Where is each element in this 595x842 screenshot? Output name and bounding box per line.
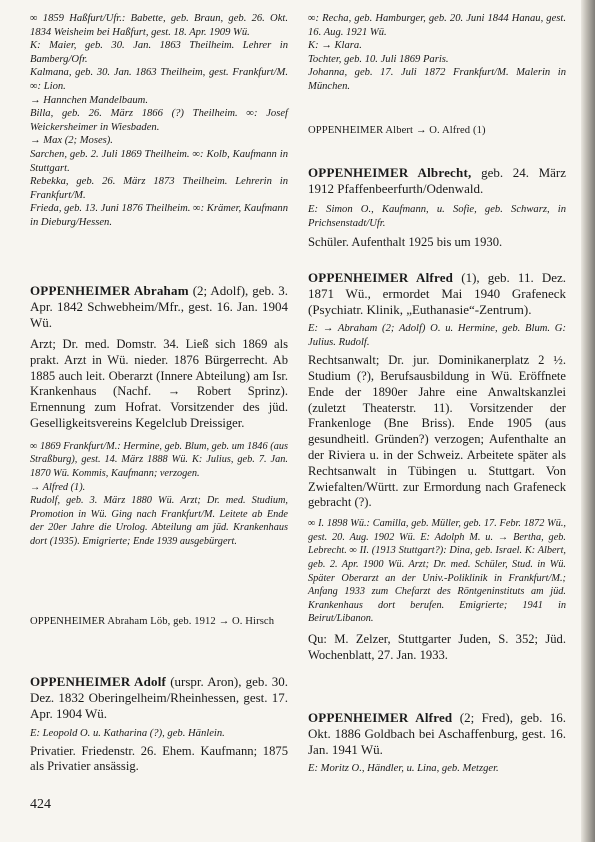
entry-family xyxy=(30,440,288,549)
entry-alfred-2 xyxy=(308,710,566,776)
entry-abraham xyxy=(30,283,288,549)
text-line: Sarchen, geb. 2. Juli 1869 Theilheim. ∞: Kolb, Kaufmann in Stuttgart. xyxy=(30,148,288,174)
entry-body: Schüler. Aufenthalt 1925 bis um 1930. xyxy=(308,235,503,250)
text-line: Tochter, geb. 10. Juli 1869 Paris. xyxy=(308,53,449,65)
entry-heading xyxy=(308,710,566,758)
text-line: ∞ 1869 Frankfurt/M.: Hermine, geb. Blum, geb. um 1846 (aus Straßburg), gest. 14. März 1888 Wü. K: Julius, geb. 7. Jan. 1870 Wü. Kommis, Kaufmann; verzogen. xyxy=(30,440,288,479)
text-line: Billa, geb. 26. März 1866 (?) Theilheim. ∞: Josef Weickersheimer in Wiesbaden. xyxy=(30,108,288,133)
entry-parents: E: Leopold O. u. Katharina (?), geb. Hänlein. xyxy=(30,728,225,739)
entry-parents: E: → Abraham (2; Adolf) O. u. Hermine, geb. Blum. G: Julius. Rudolf. xyxy=(308,323,566,348)
entry-heading-details: geb. 24. März 1912 Pfaffenbeerfurth/Odenwald. xyxy=(308,165,567,196)
text-line: ∞: Recha, geb. Hamburger, geb. 20. Juni 1844 Hanau, gest. 16. Aug. 1921 Wü. xyxy=(308,13,566,38)
entry-sources: Qu: M. Zelzer, Stuttgarter Juden, S. 352; Jüd. Wochenblatt, 27. Jan. 1933. xyxy=(308,631,566,662)
entry-heading-details: (2; Adolf), geb. 3. Apr. 1842 Schwebheim/Mfr., gest. 16. Jan. 1904 Wü. xyxy=(30,283,289,330)
entry-family: ∞ I. 1898 Wü.: Camilla, geb. Müller, geb. 17. Febr. 1872 Wü., gest. 20. Aug. 1902 Wü. E: Adolph M. u. → Bertha, geb. Lebrecht. ∞ II. (1913 Stuttgart?): Dina, geb. Israel. K: Albert, geb. 2. Apr. 1900 Wü. Arzt; Dr. med. Schüler, Stud. in Wü. Später Oberarzt an der Univ.-Poliklinik in Frankfurt/M.; Anfang 1933 zum Chefarzt des Röntgeninstituts am jüd. Krankenhaus dort berufen. Emigrierte; 1941 in Beirut/Libanon. xyxy=(308,518,566,625)
text-line: K: Maier, geb. 30. Jan. 1863 Theilheim. Lehrer in Bamberg/Ofr. xyxy=(30,40,288,65)
spouse-children-block-2 xyxy=(308,12,566,94)
spouse-children-block-1 xyxy=(30,12,288,230)
text-line: ∞ 1859 Haßfurt/Ufr.: Babette, geb. Braun, geb. 26. Okt. 1834 Weisheim bei Haßfurt, gest. 18. Apr. 1909 Wü. xyxy=(30,13,288,38)
text-line: → Alfred (1). xyxy=(30,481,86,493)
text-line: → Hannchen Mandelbaum. xyxy=(30,94,148,106)
entry-albrecht xyxy=(308,165,566,251)
entry-body: Rechtsanwalt; Dr. jur. Dominikanerplatz 2 ½. Studium (?), Berufsausbildung in Wü. Eröffnete Ende der 1890er Jahre eine Anwaltskanzlei (zuletzt Theaterstr. 11). Vorsitzender der Frankenloge (Bne Briss). Ende 1905 (aus gesundheitl. Gründen?) verzogen; Aufenthalte an der Riviera u. in der Schweiz. Arbeitete später als Rechtsanwalt in Tübingen u. Stuttgart. Von Zwiefalten/Württ. zur Ermordung nach Grafeneck gebracht (?). xyxy=(308,353,566,510)
text-line: Frieda, geb. 13. Juni 1876 Theilheim. ∞: Krämer, Kaufmann in Dieburg/Hessen. xyxy=(30,203,288,228)
entry-heading xyxy=(30,674,288,722)
text-line: Kalmana, geb. 30. Jan. 1863 Theilheim, gest. Frankfurt/M. ∞: Lion. xyxy=(30,67,288,92)
entry-body: Arzt; Dr. med. Domstr. 34. Ließ sich 1869 als prakt. Arzt in Wü. nieder. 1876 Bürgerrecht. Ab 1885 auch leit. Oberarzt (Innere Abteilung) am Isr. Krankenhaus (Nachf. → Robert Sprinz). Ernennung zum Hofrat. Vorsitzender des jüd. Geselligkeitsvereins Kegelclub Dreissiger. xyxy=(30,337,288,430)
entry-heading xyxy=(308,165,566,197)
entry-name: OPPENHEIMER Adolf xyxy=(30,674,167,689)
text-line: Rudolf, geb. 3. März 1880 Wü. Arzt; Dr. med. Studium, Promotion in Wü. Ging nach Frankfurt/M. Leitete ab Ende der 20er Jahre die Urolog. Abteilung am jüd. Krankenhaus dort (1935). Emigrierte; Ende 1939 ausgebürgert. xyxy=(30,495,288,547)
text-line: K: → Klara. xyxy=(308,40,362,52)
cross-reference-abraham-loeb: OPPENHEIMER Abraham Löb, geb. 1912 → O. Hirsch xyxy=(30,616,275,627)
entry-parents: E: Simon O., Kaufmann, u. Sofie, geb. Schwarz, in Prichsenstadt/Ufr. xyxy=(308,204,566,229)
text-line: → Max (2; Moses). xyxy=(30,135,113,147)
cross-reference-albert: OPPENHEIMER Albert → O. Alfred (1) xyxy=(308,125,486,136)
entry-heading-details: (urspr. Aron), geb. 30. Dez. 1832 Oberingelheim/Rheinhessen, gest. 17. Apr. 1904 Wü. xyxy=(30,674,289,721)
entry-name: OPPENHEIMER Alfred xyxy=(308,270,454,285)
entry-body: Privatier. Friedenstr. 26. Ehem. Kaufmann; 1875 als Privatier ansässig. xyxy=(30,743,288,774)
text-line: Rebekka, geb. 26. März 1873 Theilheim. Lehrerin in Frankfurt/M. xyxy=(30,176,288,201)
entry-heading xyxy=(30,283,288,331)
text-line: Johanna, geb. 17. Juli 1872 Frankfurt/M. Malerin in München. xyxy=(308,67,566,92)
entry-parents: E: Moritz O., Händler, u. Lina, geb. Metzger. xyxy=(308,763,499,774)
entry-heading-details: (1), geb. 11. Dez. 1871 Wü., ermordet Mai 1940 Grafeneck (Psychiatr. Klinik, „Euthanasie“-Zentrum). xyxy=(308,270,567,317)
entry-heading-details: (2; Fred), geb. 16. Okt. 1886 Goldbach bei Aschaffenburg, gest. 16. Jan. 1941 Wü. xyxy=(308,710,567,757)
page-number: 424 xyxy=(30,797,51,812)
entry-heading xyxy=(308,270,566,318)
entry-name: OPPENHEIMER Albrecht, xyxy=(308,165,472,180)
entry-name: OPPENHEIMER Alfred xyxy=(308,710,453,725)
entry-name: OPPENHEIMER Abraham xyxy=(30,283,189,298)
entry-alfred-1 xyxy=(308,270,566,664)
page-edge-shadow xyxy=(581,0,595,842)
entry-adolf xyxy=(30,674,288,775)
